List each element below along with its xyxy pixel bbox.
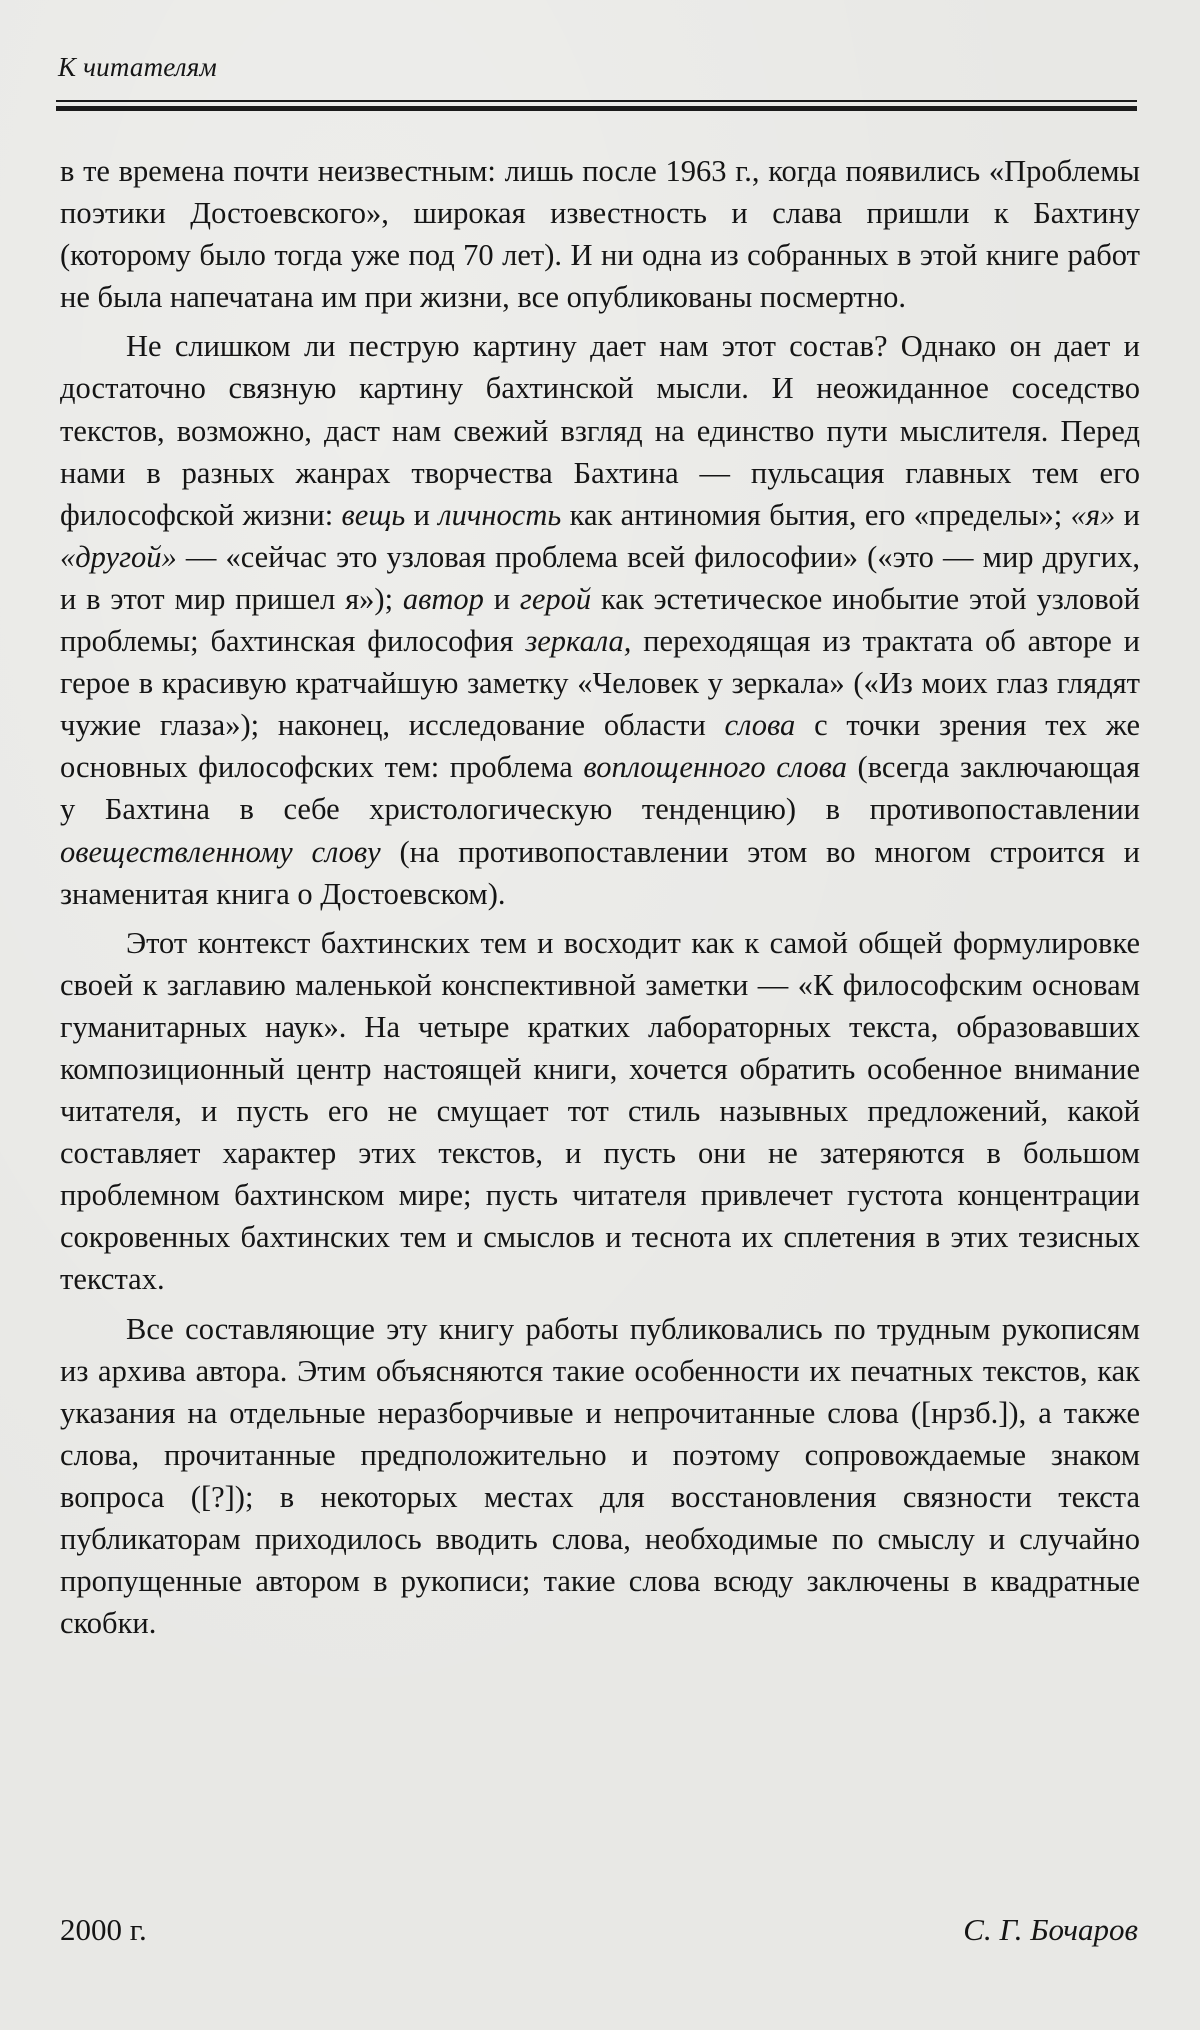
- emphasis-other: «другой»: [60, 539, 177, 574]
- emphasis-i: «я»: [1070, 497, 1116, 532]
- emphasis-personality: личность: [438, 497, 562, 532]
- text-run: (всегда заключающая у Бахтина в себе христологическую тенденцию) в противопоставлении: [60, 750, 1140, 827]
- paragraph-4: Все составляющие эту книгу работы публиковались по трудным рукописям из архива автора. Этим объясняются такие особенности их печатных текстов, как указания на отдельные неразборчивые и непрочитанные слова ([нрзб.]), а также слова, прочитанные предположительно и поэтому сопровождаемые знаком вопроса ([?]); в некоторых местах для восстановления связности текста публикаторам приходилось вводить слова, необходимые по смыслу и случайно пропущенные автором в рукописи; такие слова всюду заключены в квадратные скобки.: [60, 1311, 1140, 1641]
- paragraph-3: Этот контекст бахтинских тем и восходит как к самой общей формулировке своей к заглавию маленькой конспективной заметки — «К философским основам гуманитарных наук». На четыре кратких лабораторных текста, образовавших композиционный центр настоящей книги, хочется обратить особенное внимание читателя, и пусть его не смущает тот стиль назывных предложений, какой составляет характер этих текстов, и пусть они не затеряются в большом проблемном бахтинском мире; пусть читателя привлечет густота концентрации сокровенных бахтинских тем и смыслов и теснота их сплетения в этих тезисных текстах.: [60, 925, 1140, 1297]
- text-run: — «сейчас это узловая проблема всей философии» («это — мир других, и в этот мир пришел я»);: [60, 539, 1140, 616]
- text-run: и: [1115, 497, 1141, 532]
- paragraph-2: [60, 325, 1140, 914]
- text-run: как эстетическое инобытие этой узловой проблемы; бахтинская философия: [60, 581, 1140, 659]
- text-run: Не слишком ли пеструю картину дает нам этот состав? Однако он дает и достаточно связную картину бахтинской мысли. И неожиданное соседство текстов, возможно, даст нам свежий взгляд на единство пути мыслителя. Перед нами в разных жанрах творчества Бахтина — пульсация главных тем его философской жизни:: [60, 329, 1140, 532]
- emphasis-author: автор: [402, 581, 484, 616]
- emphasis-thing: вещь: [341, 497, 406, 532]
- footer-author-signature: С. Г. Бочаров: [963, 1912, 1138, 1947]
- text-run: и: [483, 581, 520, 616]
- emphasis-hero: герой: [519, 581, 592, 616]
- emphasis-embodied-word: воплощенного слова: [583, 750, 847, 785]
- emphasis-word: слова: [724, 708, 796, 743]
- text-run: как антиномия бытия, его «пределы»;: [561, 497, 1071, 532]
- paragraph-1: в те времена почти неизвестным: лишь после 1963 г., когда появились «Проблемы поэтики Достоевского», широкая известность и слава пришли к Бахтину (которому было тогда уже под 70 лет). И ни одна из собранных в этой книге работ не была напечатана им при жизни, все опубликованы посмертно.: [60, 154, 1140, 315]
- emphasis-reified-word: овеществленному слову: [60, 834, 381, 869]
- emphasis-mirror: зеркала,: [525, 624, 632, 659]
- text-run: с точки зрения тех же основных философских тем: проблема: [60, 708, 1140, 785]
- text-run: (на противопоставлении этом во многом строится и знаменитая книга о Достоевском).: [60, 834, 1140, 911]
- header-rule-thick: [56, 106, 1137, 111]
- text-run: переходящая из трактата об авторе и герое в красивую кратчайшую заметку «Человек у зеркала» («Из моих глаз глядят чужие глаза»); наконец, исследование области: [60, 624, 1140, 743]
- running-title: К читателям: [58, 52, 217, 82]
- header-rule-thin: [56, 100, 1137, 102]
- body-text: [60, 150, 1140, 1644]
- footer-year: 2000 г.: [60, 1912, 147, 1947]
- text-run: и: [405, 497, 439, 532]
